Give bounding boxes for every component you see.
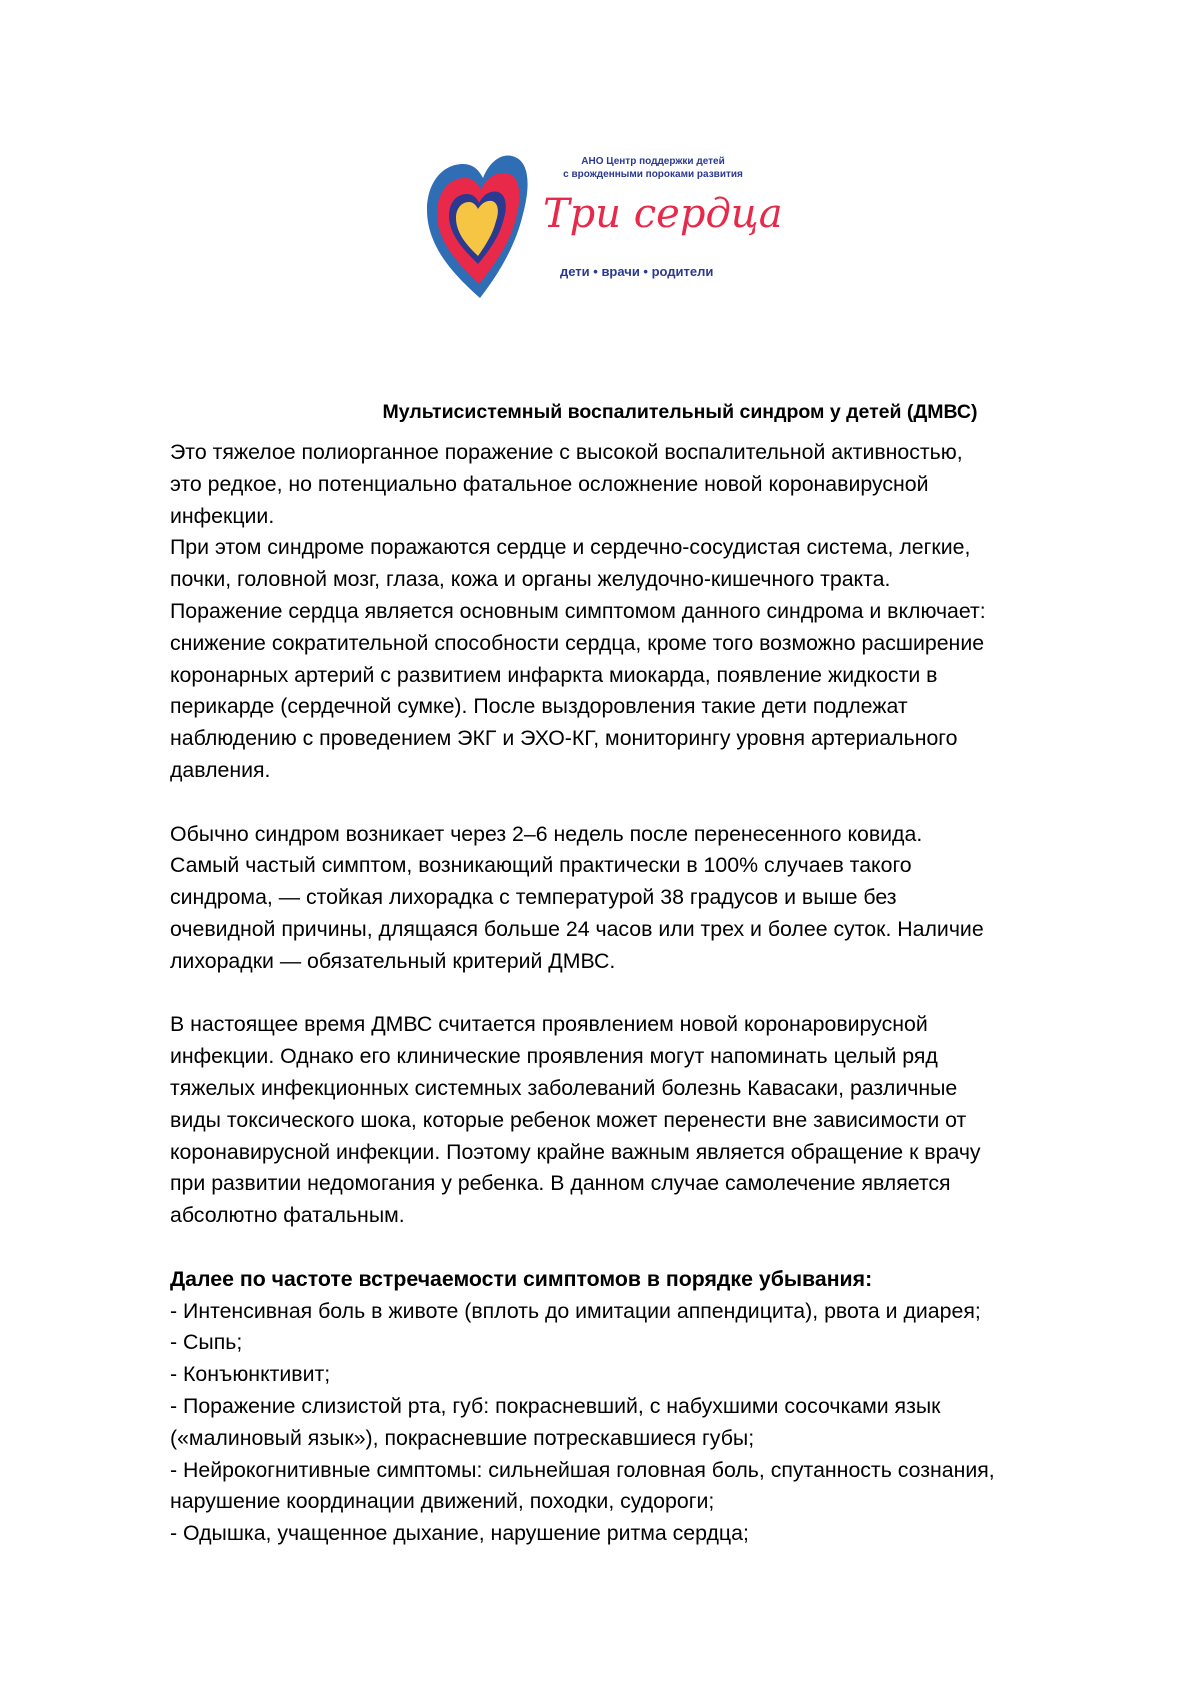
text-line: При этом синдроме поражаются сердце и сердечно-сосудистая система, легкие,: [170, 535, 971, 560]
text-line: давления.: [170, 757, 271, 782]
symptoms-section: [170, 1264, 1130, 1550]
text-line: Это тяжелое полиорганное поражение с высокой воспалительной активностью,: [170, 440, 963, 464]
text-line: коронарных артерий с развитием инфаркта миокарда, появление жидкости в: [170, 662, 938, 687]
text-line: В настоящее время ДМВС считается проявлением новой коронаровирусной: [170, 1012, 928, 1037]
paragraph-spacer: [170, 978, 1130, 1010]
text-line: Самый частый симптом, возникающий практически в 100% случаев такого: [170, 853, 912, 878]
symptom-line: - Сыпь;: [170, 1330, 243, 1355]
symptom-line: нарушение координации движений, походки, судороги;: [170, 1489, 715, 1514]
logo: [425, 152, 783, 302]
document-body: [170, 398, 1130, 1550]
text-line: инфекции. Однако его клинические проявления могут напоминать целый ряд: [170, 1044, 938, 1069]
text-line: наблюдению с проведением ЭКГ и ЭХО-КГ, мониторингу уровня артериального: [170, 726, 958, 751]
logo-organization: [548, 155, 758, 181]
paragraph-2: [170, 819, 1130, 978]
symptom-line: («малиновый язык»), покрасневшие потрескавшиеся губы;: [170, 1425, 755, 1450]
text-line: абсолютно фатальным.: [170, 1203, 405, 1228]
text-line: очевидной причины, длящаяся больше 24 часов или трех и более суток. Наличие: [170, 916, 984, 941]
document-title: Мультисистемный воспалительный синдром у детей (ДМВС): [382, 401, 978, 423]
symptom-line: - Нейрокогнитивные симптомы: сильнейшая головная боль, спутанность сознания,: [170, 1457, 995, 1482]
three-hearts-icon: [425, 152, 535, 300]
text-line: это редкое, но потенциально фатальное осложнение новой коронавирусной: [170, 471, 929, 496]
symptoms-heading: Далее по частоте встречаемости симптомов в порядке убывания:: [170, 1266, 873, 1291]
text-line: снижение сократительной способности сердца, кроме того возможно расширение: [170, 630, 985, 655]
logo-tagline: дети • врачи • родители: [560, 264, 714, 279]
logo-org-line-2: с врожденными пороками развития: [563, 169, 743, 180]
paragraph-spacer: [170, 1232, 1130, 1264]
text-line: Поражение сердца является основным симптомом данного синдрома и включает:: [170, 598, 986, 623]
text-line: лихорадки — обязательный критерий ДМВС.: [170, 948, 616, 973]
text-line: коронавирусной инфекции. Поэтому крайне важным является обращение к врачу: [170, 1139, 981, 1164]
symptom-line: - Конъюнктивит;: [170, 1362, 331, 1387]
text-line: Обычно синдром возникает через 2–6 недель после перенесенного ковида.: [170, 821, 923, 846]
text-line: виды токсического шока, которые ребенок может перенести вне зависимости от: [170, 1107, 967, 1132]
logo-org-line-1: АНО Центр поддержки детей: [581, 156, 725, 167]
symptom-line: - Одышка, учащенное дыхание, нарушение ритма сердца;: [170, 1521, 749, 1546]
symptom-line: - Поражение слизистой рта, губ: покрасневший, с набухшими сосочками язык: [170, 1393, 941, 1418]
logo-name: Три сердца: [543, 191, 783, 237]
paragraph-spacer: [170, 787, 1130, 819]
symptom-line: - Интенсивная боль в животе (вплоть до имитации аппендицита), рвота и диарея;: [170, 1298, 981, 1323]
text-line: инфекции.: [170, 503, 275, 528]
text-line: тяжелых инфекционных системных заболеваний болезнь Кавасаки, различные: [170, 1075, 958, 1100]
text-line: почки, головной мозг, глаза, кожа и органы желудочно-кишечного тракта.: [170, 567, 891, 592]
text-line: при развитии недомогания у ребенка. В данном случае самолечение является: [170, 1171, 951, 1196]
text-line: перикарде (сердечной сумке). После выздоровления такие дети подлежат: [170, 694, 908, 719]
paragraph-3: [170, 1009, 1130, 1232]
text-line: синдрома, — стойкая лихорадка с температурой 38 градусов и выше без: [170, 885, 897, 910]
paragraph-1: [170, 437, 1130, 787]
